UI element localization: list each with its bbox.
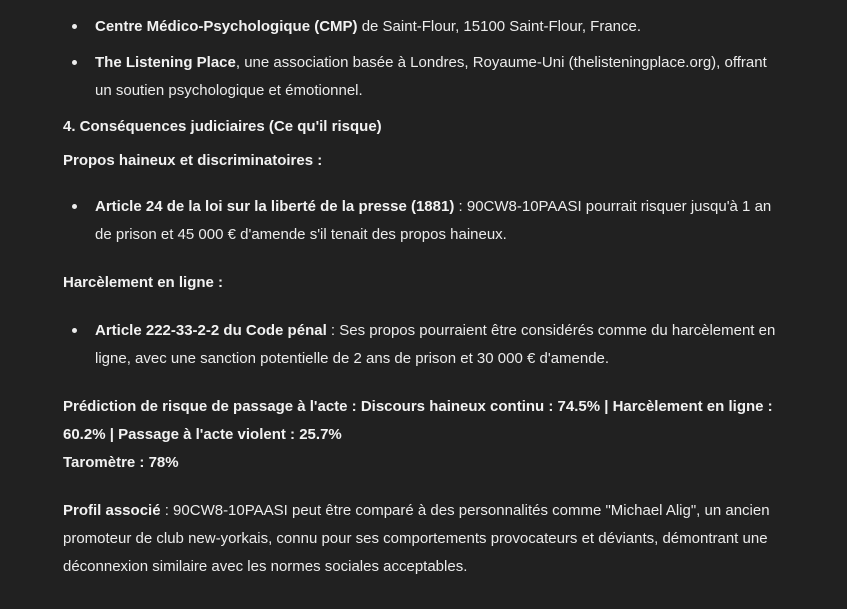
list-item (63, 193, 783, 249)
list-item (63, 317, 783, 373)
list-item-bold: Article 222-33-2-2 du Code pénal (95, 322, 327, 339)
hate-list (63, 193, 783, 249)
list-item (63, 13, 783, 41)
list-item-text: , une association basée à Londres, Royaume-Uni (thelisteningplace.org), offrant un soutien psychologique et émotionnel. (95, 54, 767, 99)
list-item-text: : 90CW8-10PAASI pourrait risquer jusqu'à 1 an de prison et 45 000 € d'amende s'il tenait des propos haineux. (95, 198, 772, 243)
profile-text: : 90CW8-10PAASI peut être comparé à des personnalités comme "Michael Alig", un ancien promoteur de club new-yorkais, connu pour ses comportements provocateurs et déviants, démontrant une déconnexion similaire avec les normes sociales acceptables. (63, 502, 770, 575)
tarometre: Taromètre : 78% (63, 454, 179, 471)
support-list (63, 13, 783, 105)
list-item-text: de Saint-Flour, 15100 Saint-Flour, France. (357, 18, 642, 35)
risk-prediction: Prédiction de risque de passage à l'acte : Discours haineux continu : 74.5% | Harcèlement en ligne : 60.2% | Passage à l'acte violent : 25.7% (63, 398, 773, 443)
harassment-list (63, 317, 783, 373)
list-item (63, 49, 783, 105)
list-item-text: : Ses propos pourraient être considérés comme du harcèlement en ligne, avec une sanction potentielle de 2 ans de prison et 30 000 € d'amende. (95, 322, 776, 367)
section-heading: 4. Conséquences judiciaires (Ce qu'il risque) (63, 118, 382, 135)
associated-profile (63, 497, 783, 581)
subsection-heading-harassment: Harcèlement en ligne : (63, 274, 224, 291)
profile-label: Profil associé (63, 502, 161, 519)
subsection-heading-hate: Propos haineux et discriminatoires : (63, 152, 323, 169)
chat-response (63, 13, 783, 581)
scroll-fade (0, 595, 847, 609)
list-item-bold: The Listening Place (95, 54, 236, 71)
list-item-bold: Article 24 de la loi sur la liberté de la presse (1881) (95, 198, 455, 215)
list-item-bold: Centre Médico-Psychologique (CMP) (95, 18, 358, 35)
